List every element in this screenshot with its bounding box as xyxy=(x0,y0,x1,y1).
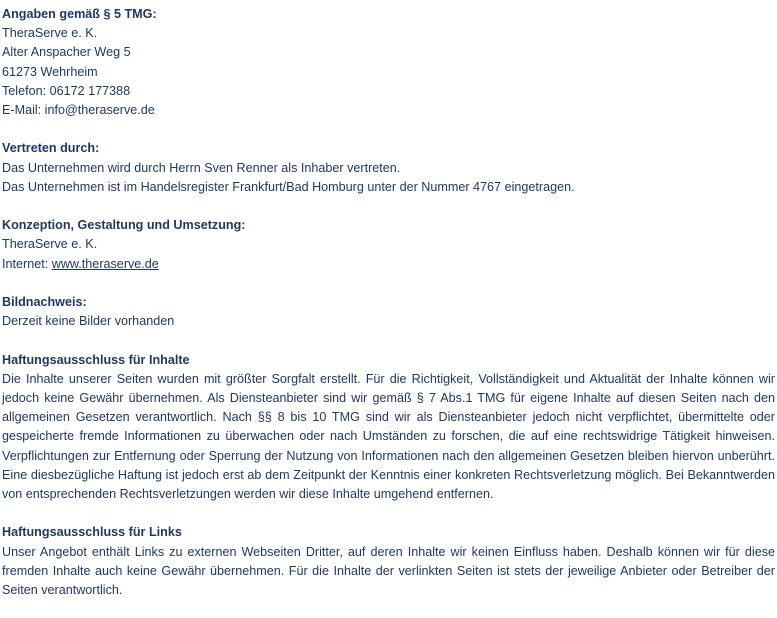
tmg-section xyxy=(2,5,775,120)
internet-line xyxy=(2,255,775,274)
images-heading: Bildnachweis: xyxy=(2,295,87,309)
liability-links-section xyxy=(2,523,775,600)
email-address: E-Mail: info@theraserve.de xyxy=(2,103,155,118)
design-company: TheraServe e. K. xyxy=(2,237,98,252)
tmg-heading: Angaben gemäß § 5 TMG: xyxy=(2,7,157,21)
company-name: TheraServe e. K. xyxy=(2,26,98,41)
liability-links-heading: Haftungsausschluss für Links xyxy=(2,525,182,540)
liability-content-section xyxy=(2,351,775,505)
represented-heading: Vertreten durch: xyxy=(2,141,100,156)
images-section xyxy=(2,293,775,331)
register-statement: Das Unternehmen ist im Handelsregister Frankfurt/Bad Homburg unter der Nummer 4767 eingetragen. xyxy=(2,179,575,194)
owner-statement: Das Unternehmen wird durch Herrn Sven Renner als Inhaber vertreten. xyxy=(2,160,401,175)
street-address: Alter Anspacher Weg 5 xyxy=(2,45,131,60)
internet-label: Internet: xyxy=(2,256,52,271)
website-link[interactable]: www.theraserve.de xyxy=(51,256,159,271)
liability-content-text: Die Inhalte unserer Seiten wurden mit größter Sorgfalt erstellt. Für die Richtigkeit, Vollständigkeit und Aktualität der Inhalte können wir jedoch keine Gewähr übernehmen. Als Diensteanbieter sind wir gemäß § 7 Abs.1 TMG für eigene Inhalte auf diesen Seiten nach den allgemeinen Gesetzen verantwortlich. Nach §§ 8 bis 10 TMG sind wir als Diensteanbieter jedoch nicht verpflichtet, übermittelte oder gespeicherte fremde Informationen zu überwachen oder nach Umständen zu forschen, die auf eine rechtswidrige Tätigkeit hinweisen. Verpflichtungen zur Entfernung oder Sperrung der Nutzung von Informationen nach den allgemeinen Gesetzen bleiben hiervon unberührt. Eine diesbezügliche Haftung ist jedoch erst ab dem Zeitpunkt der Kenntnis einer konkreten Rechtsverletzung möglich. Bei Bekanntwerden von entsprechenden Rechtsverletzungen werden wir diese Inhalte umgehend entfernen. xyxy=(2,371,775,502)
postal-city: 61273 Wehrheim xyxy=(2,64,98,79)
design-section xyxy=(2,216,775,274)
design-heading: Konzeption, Gestaltung und Umsetzung: xyxy=(2,218,246,233)
phone-number: Telefon: 06172 177388 xyxy=(2,83,131,98)
images-text: Derzeit keine Bilder vorhanden xyxy=(2,314,175,329)
liability-links-text: Unser Angebot enthält Links zu externen Webseiten Dritter, auf deren Inhalte wir keinen Einfluss haben. Deshalb können wir für diese fremden Inhalte auch keine Gewähr übernehmen. Für die Inhalte der verlinkten Seiten ist stets der jeweilige Anbieter oder Betreiber der Seiten verantwortlich. xyxy=(2,544,775,598)
liability-content-heading: Haftungsausschluss für Inhalte xyxy=(2,352,190,367)
represented-section xyxy=(2,139,775,197)
